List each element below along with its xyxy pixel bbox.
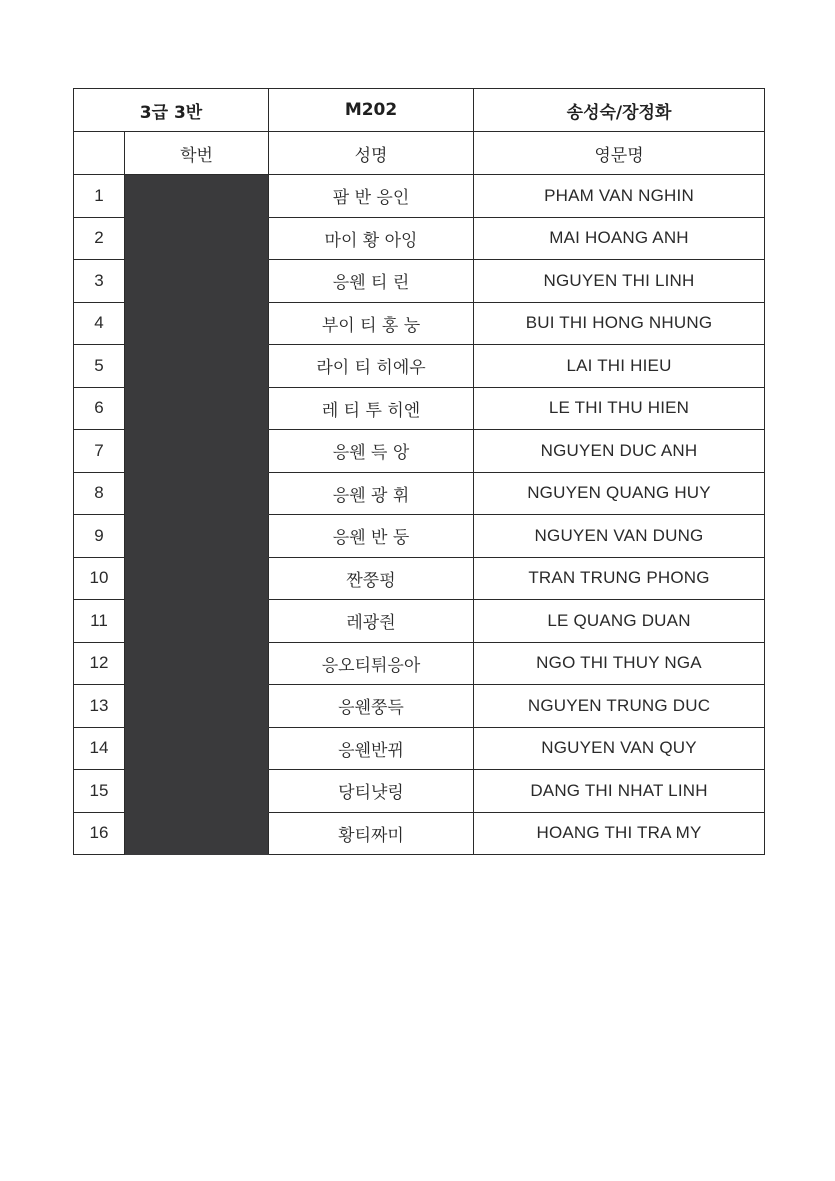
row-number: 10 [74,557,125,600]
redacted-student-id [125,175,269,218]
table-row [74,515,765,558]
korean-name: 응웬 티 린 [269,260,474,303]
column-header-row [74,132,765,175]
redacted-student-id [125,472,269,515]
english-name-header: 영문명 [474,132,765,175]
class-name: 3급 3반 [74,89,269,132]
english-name: DANG THI NHAT LINH [474,770,765,813]
english-name: NGUYEN QUANG HUY [474,472,765,515]
row-number: 11 [74,600,125,643]
korean-name: 짠쭝펑 [269,557,474,600]
class-roster-table [73,88,765,855]
english-name: MAI HOANG ANH [474,217,765,260]
table-row [74,600,765,643]
table-row [74,260,765,303]
class-roster-sheet [73,88,764,855]
table-row [74,642,765,685]
english-name: NGUYEN DUC ANH [474,430,765,473]
korean-name: 당티냣링 [269,770,474,813]
english-name: HOANG THI TRA MY [474,812,765,855]
row-number: 14 [74,727,125,770]
row-number: 13 [74,685,125,728]
redacted-student-id [125,387,269,430]
table-row [74,387,765,430]
english-name: PHAM VAN NGHIN [474,175,765,218]
korean-name: 라이 티 히에우 [269,345,474,388]
english-name: NGUYEN THI LINH [474,260,765,303]
korean-name: 응웬 반 둥 [269,515,474,558]
korean-name-header: 성명 [269,132,474,175]
redacted-student-id [125,345,269,388]
row-number: 12 [74,642,125,685]
table-row [74,557,765,600]
korean-name: 응오티튀응아 [269,642,474,685]
row-number: 6 [74,387,125,430]
redacted-student-id [125,812,269,855]
table-row [74,430,765,473]
table-row [74,217,765,260]
row-number: 9 [74,515,125,558]
row-number: 7 [74,430,125,473]
korean-name: 응웬쭝득 [269,685,474,728]
redacted-student-id [125,515,269,558]
english-name: BUI THI HONG NHUNG [474,302,765,345]
redacted-student-id [125,557,269,600]
redacted-student-id [125,430,269,473]
redacted-student-id [125,302,269,345]
teacher-names: 송성숙/장정화 [474,89,765,132]
korean-name: 응웬 광 휘 [269,472,474,515]
room-number: M202 [269,89,474,132]
korean-name: 팜 반 응인 [269,175,474,218]
english-name: NGO THI THUY NGA [474,642,765,685]
korean-name: 레광줜 [269,600,474,643]
redacted-student-id [125,685,269,728]
table-row [74,770,765,813]
row-number: 16 [74,812,125,855]
redacted-student-id [125,770,269,813]
student-id-header: 학번 [125,132,269,175]
korean-name: 부이 티 홍 눙 [269,302,474,345]
english-name: NGUYEN VAN QUY [474,727,765,770]
row-number: 8 [74,472,125,515]
korean-name: 응웬반뀌 [269,727,474,770]
roster-body [74,175,765,855]
table-row [74,472,765,515]
korean-name: 마이 황 아잉 [269,217,474,260]
row-number: 4 [74,302,125,345]
table-row [74,302,765,345]
redacted-student-id [125,217,269,260]
english-name: NGUYEN VAN DUNG [474,515,765,558]
english-name: TRAN TRUNG PHONG [474,557,765,600]
table-row [74,727,765,770]
row-number-header [74,132,125,175]
english-name: LE THI THU HIEN [474,387,765,430]
redacted-student-id [125,600,269,643]
english-name: LE QUANG DUAN [474,600,765,643]
korean-name: 황티짜미 [269,812,474,855]
row-number: 15 [74,770,125,813]
korean-name: 레 티 투 히엔 [269,387,474,430]
table-row [74,345,765,388]
class-info-row [74,89,765,132]
redacted-student-id [125,642,269,685]
redacted-student-id [125,260,269,303]
row-number: 5 [74,345,125,388]
english-name: NGUYEN TRUNG DUC [474,685,765,728]
row-number: 2 [74,217,125,260]
english-name: LAI THI HIEU [474,345,765,388]
korean-name: 응웬 득 앙 [269,430,474,473]
row-number: 3 [74,260,125,303]
row-number: 1 [74,175,125,218]
table-row [74,812,765,855]
table-row [74,685,765,728]
redacted-student-id [125,727,269,770]
table-row [74,175,765,218]
